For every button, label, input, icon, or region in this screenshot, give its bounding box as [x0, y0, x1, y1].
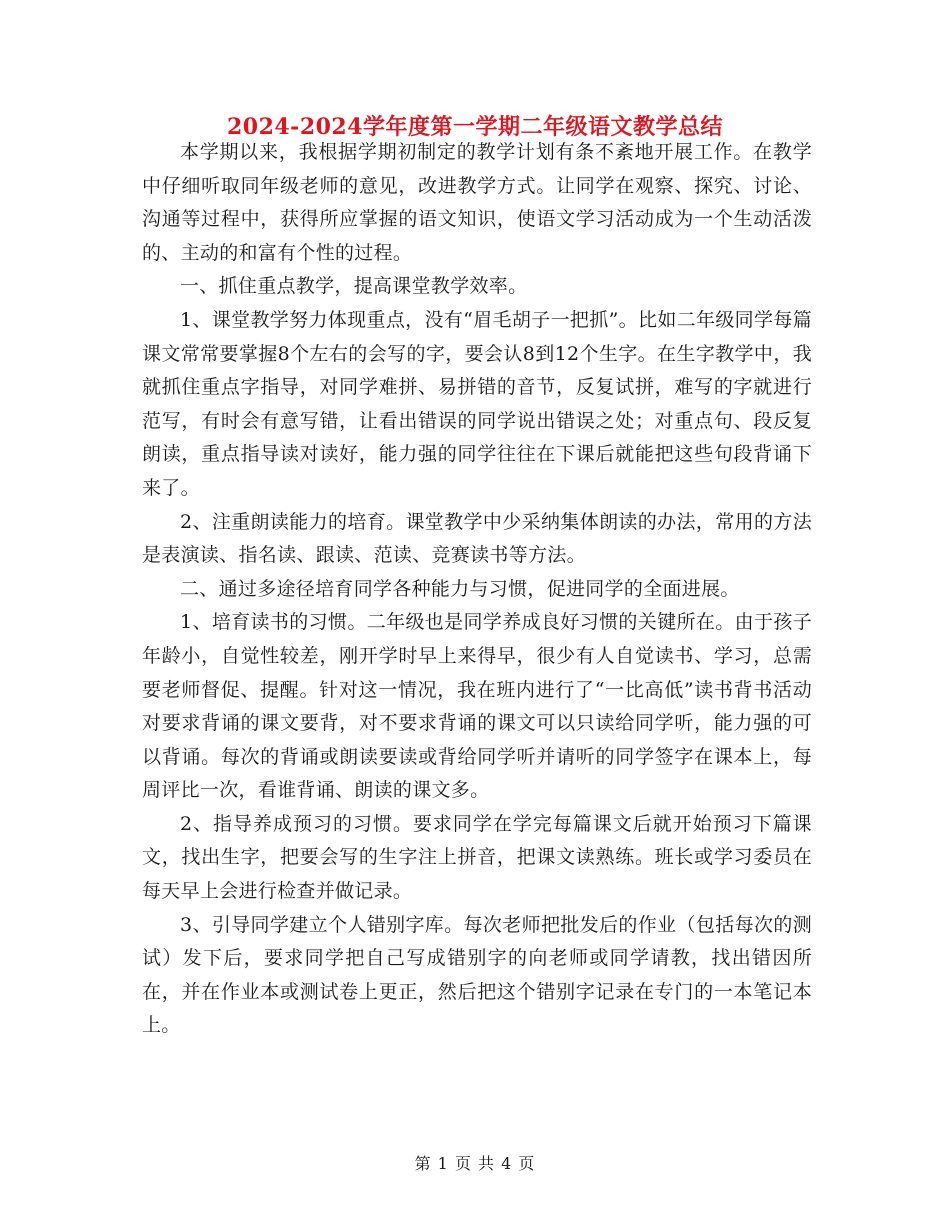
paragraph-intro: 本学期以来，我根据学期初制定的教学计划有条不紊地开展工作。在教学中仔细听取同年级老师的意见，改进教学方式。让同学在观察、探究、讨论、沟通等过程中，获得所应掌握的语文知识，使语文学习活动成为一个生动活泼的、主动的和富有个性的过程。	[142, 141, 812, 264]
paragraph-1-1: 1、课堂教学努力体现重点，没有“眉毛胡子一把抓”。比如二年级同学每篇课文常常要掌握8个左右的会写的字，要会认8到12个生字。在生字教学中，我就抓住重点字指导，对同学难拼、易拼错的音节，反复试拼，难写的字就进行范写，有时会有意写错，让看出错误的同学说出错误之处；对重点句、段反复朗读，重点指导读对读好，能力强的同学往往在下课后就能把这些句段背诵下来了。	[142, 308, 812, 499]
page-number-label: 第 1 页 共 4 页	[414, 1154, 536, 1173]
document-title: 2024-2024学年度第一学期二年级语文教学总结	[226, 114, 724, 140]
paragraph-2-3: 3、引导同学建立个人错别字库。每次老师把批发后的作业（包括每次的测试）发下后，要求同学把自己写成错别字的向老师或同学请教，找出错因所在，并在作业本或测试卷上更正，然后把这个错别字记录在专门的一本笔记本上。	[142, 913, 812, 1037]
paragraph-1-2: 2、注重朗读能力的培育。课堂教学中少采纳集体朗读的办法，常用的方法是表演读、指名读、跟读、范读、竞赛读书等方法。	[142, 510, 812, 567]
section-heading-2: 二、通过多途径培育同学各种能力与习惯，促进同学的全面进展。	[180, 577, 740, 600]
paragraph-2-1: 1、培育读书的习惯。二年级也是同学养成良好习惯的关键所在。由于孩子年龄小，自觉性较差，刚开学时早上来得早，很少有人自觉读书、学习，总需要老师督促、提醒。针对这一情况，我在班内进行了“一比高低”读书背书活动对要求背诵的课文要背，对不要求背诵的课文可以只读给同学听，能力强的可以背诵。每次的背诵或朗读要读或背给同学听并请听的同学签字在课本上，每周评比一次，看谁背诵、朗读的课文多。	[142, 611, 812, 802]
document-body	[142, 136, 812, 1043]
section-heading-1: 一、抓住重点教学，提高课堂教学效率。	[180, 275, 528, 298]
paragraph-2-2: 2、指导养成预习的习惯。要求同学在学完每篇课文后就开始预习下篇课文，找出生字，把要会写的生字注上拼音，把课文读熟练。班长或学习委员在每天早上会进行检查并做记录。	[142, 812, 812, 903]
page-footer	[0, 1154, 950, 1174]
